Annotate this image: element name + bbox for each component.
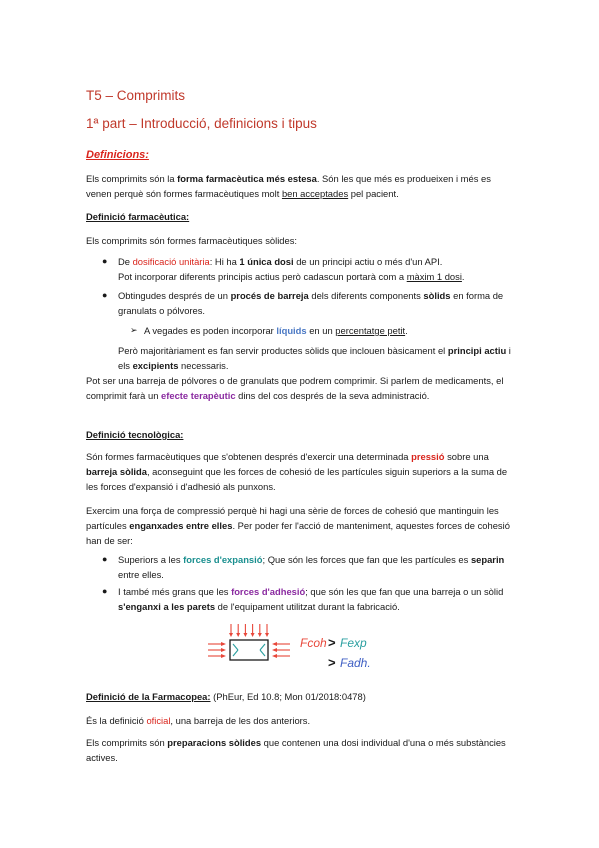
fcoh-label: Fcoh [300,636,327,650]
down-arrow-head [258,633,262,637]
list-item: ● De dosificació unitària: Hi ha 1 única dosi de un principi actiu o més d'un API. Pot incorporar diferents principis actius però cadascun portarà com a màxim 1 dosi. [102,256,465,282]
intro-paragraph: Els comprimits són la forma farmacèutica més estesa. Són les que més es produeixen i més es venen perquè són formes farmacèutiques molt ben acceptades pel pacient. [86,173,491,199]
pharma-list [86,254,513,373]
pheur-reference: (PhEur, Ed 10.8; Mon 01/2018:0478) [210,691,366,702]
fexp-label: Fexp [340,636,367,650]
pharma-paragraph: Pot ser una barreja de pólvores o de granulats que podrem comprimir. Si parlem de medicaments, el comprimit farà un efecte terapèutic dins del cos després de la seva administració. [86,375,504,401]
tech-heading: Definició tecnològica: [86,429,184,440]
expansion-arrow [260,650,265,656]
pheur-paragraph-2: Els comprimits són preparacions sòlides que contenen una dosi individual d'una o més substàncies actives. [86,737,506,763]
arrowhead-bullet-icon: ➢ [130,325,138,335]
expansion-arrow [233,644,238,650]
bullet-icon: ● [102,554,108,564]
bullet-icon: ● [102,290,108,300]
right-arrow-head [221,642,226,646]
greater-than-2: > [328,655,336,670]
expansion-arrow [233,650,238,656]
down-arrow-head [236,633,240,637]
forces-diagram [200,622,410,680]
tech-paragraph-2: Exercim una força de compressió perquè hi hagi una sèrie de forces de cohesió que mantinguin les partícules enganxades entre elles. Per poder fer l'acció de manteniment, aquestes forces de cohesió han de ser: [86,505,510,546]
tech-list [86,552,513,614]
definitions-heading: Definicions: [86,149,149,161]
bullet-icon: ● [102,586,108,596]
pharma-heading: Definició farmacèutica: [86,211,190,222]
document-subtitle: 1ª part – Introducció, definicions i tipus [86,116,317,131]
pheur-heading-line [86,689,513,704]
fadh-label: Fadh. [340,656,371,670]
pheur-heading: Definició de la Farmacopea: [86,691,211,702]
down-arrow-head [229,633,233,637]
tech-paragraph-1: Són formes farmacèutiques que s'obtenen després d'exercir una determinada pressió sobre una barreja sòlida, aconseguint que les forces de cohesió de les partícules siguin superiors a la suma de les forces d'expansió i d'adhesió als punxons. [86,451,508,492]
pharma-lead: Els comprimits són formes farmacèutiques sòlides: [86,235,298,246]
down-arrow-head [251,633,255,637]
left-arrow-head [272,642,277,646]
compression-arrows-side [208,642,290,658]
bullet-icon: ● [102,256,108,266]
down-arrow-head [265,633,269,637]
tablet-box [230,640,268,660]
document-title: T5 – Comprimits [86,88,186,103]
pharma-continuation: Però majoritàriament es fan servir productes sòlids que inclouen bàsicament el principi actiu i els excipients necessaris. [118,345,511,371]
left-arrow-head [272,654,277,658]
expansion-arrows-inner [233,644,265,656]
down-arrow-head [243,633,247,637]
list-item: ● Obtingudes després de un procés de barreja dels diferents components sòlids en forma de granulats o pólvores. [102,290,504,316]
list-item: ● I també més grans que les forces d'adhesió; que són les que fan que una barreja o un sòlid s'enganxi a les parets de l'equipament utilitzat durant la fabricació. [102,586,504,612]
compression-arrows-top [229,624,269,637]
right-arrow-head [221,654,226,658]
greater-than-1: > [328,635,336,650]
expansion-arrow [260,644,265,650]
right-arrow-head [221,648,226,652]
pheur-paragraph-1: És la definició oficial, una barreja de les dos anteriors. [86,715,311,726]
sub-item: ➢ A vegades es poden incorporar líquids en un percentatge petit. [130,325,408,336]
list-item: ● Superiors a les forces d'expansió; Que són les forces que fan que les partícules es separin entre elles. [102,554,505,580]
left-arrow-head [272,648,277,652]
